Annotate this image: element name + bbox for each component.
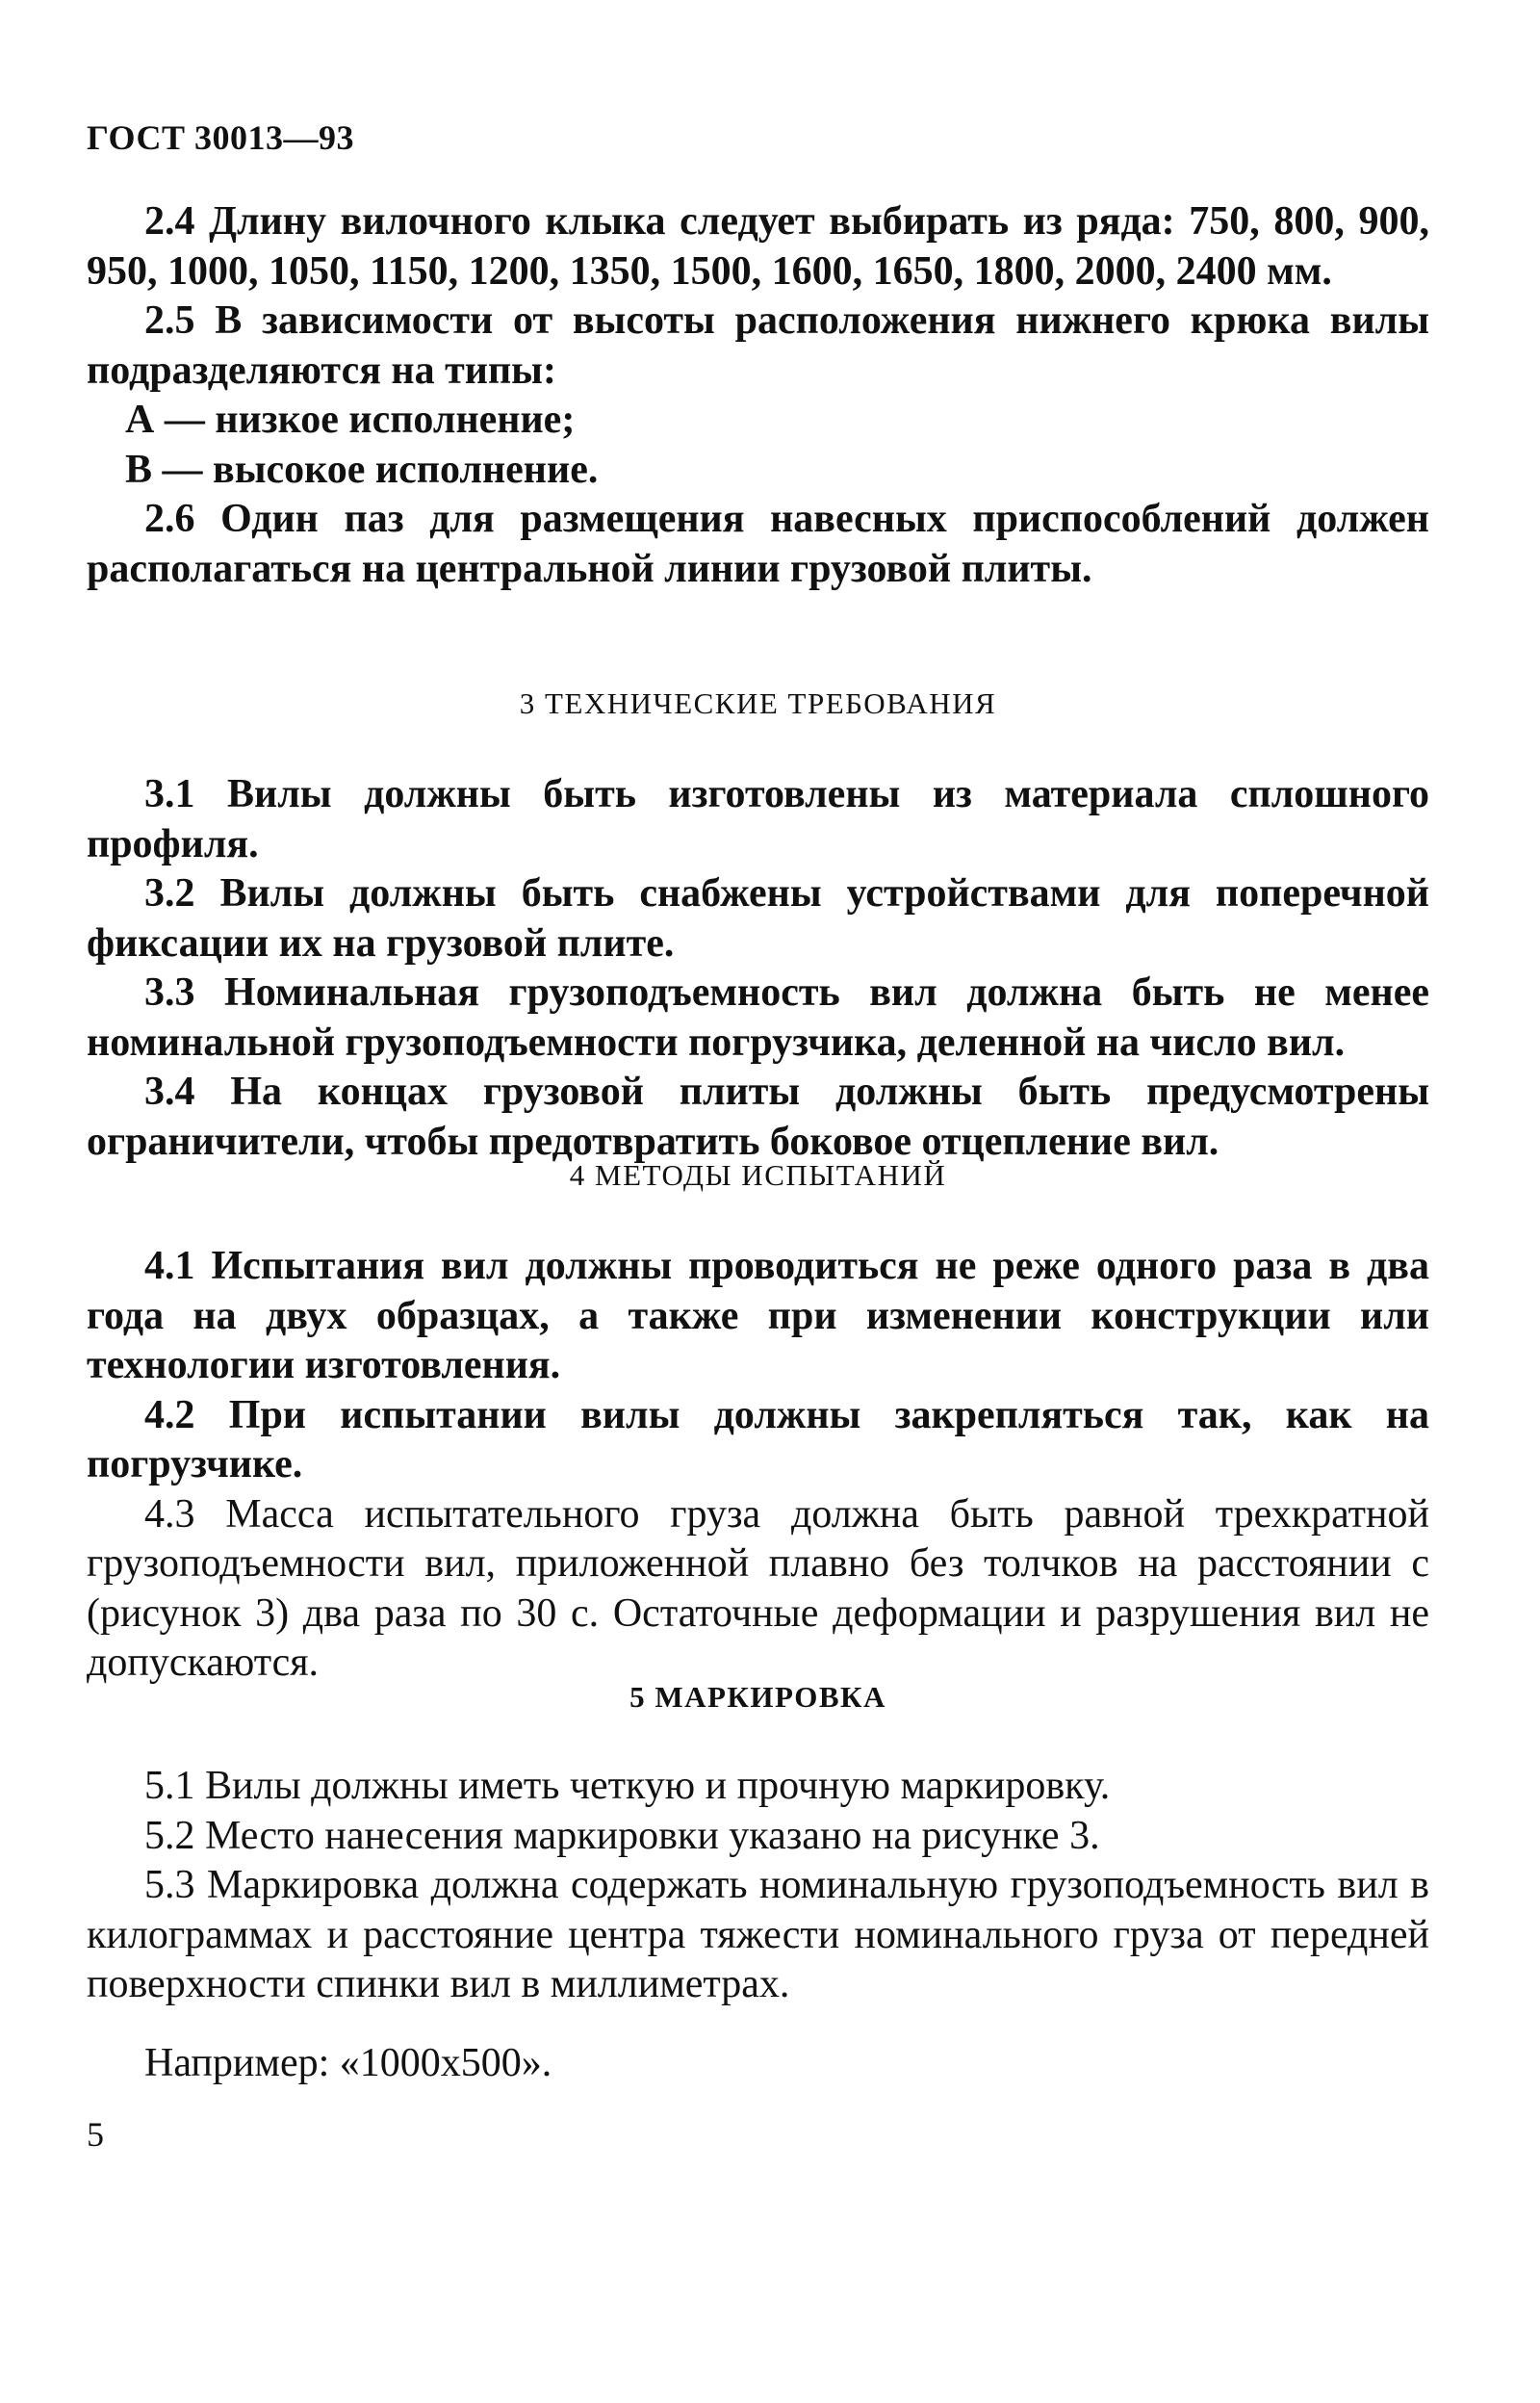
clause-5-1: 5.1 Вилы должны иметь четкую и прочную маркировку. xyxy=(144,1764,1111,1808)
marking-example: Например: «1000х500». xyxy=(144,2040,552,2085)
clause-2-5: 2.5 В зависимости от высоты расположения нижнего крюка вилы подразделяются на типы: xyxy=(87,298,1429,393)
clause-3-4: 3.4 На концах грузовой плиты должны быть предусмотрены ограничители, чтобы предотвратить боковое отцепление вил. xyxy=(87,1070,1429,1164)
clause-2-4: 2.4 Длину вилочного клыка следует выбирать из ряда: 750, 800, 900, 950, 1000, 1050, 1150, 1200, 1350, 1500, 1600, 1650, 1800, 2000, 2400 мм. xyxy=(87,199,1429,294)
page-number: 5 xyxy=(87,2115,104,2154)
section-3-block xyxy=(87,770,1429,1167)
section-3-title: 3 ТЕХНИЧЕСКИЕ ТРЕБОВАНИЯ xyxy=(519,686,997,720)
clause-4-1: 4.1 Испытания вил должны проводиться не реже одного раза в два года на двух образцах, а также при изменении конструкции или технологии изготовления. xyxy=(87,1244,1429,1387)
clause-3-2: 3.2 Вилы должны быть снабжены устройствами для поперечной фиксации их на грузовой плите. xyxy=(87,871,1429,966)
clause-3-3: 3.3 Номинальная грузоподъемность вил должна быть не менее номинальной грузоподъемности погрузчика, деленной на число вил. xyxy=(87,970,1429,1065)
type-a-item: А — низкое исполнение; xyxy=(125,398,576,442)
section-5-block xyxy=(87,1762,1429,2088)
clause-3-1: 3.1 Вилы должны быть изготовлены из материала сплошного профиля. xyxy=(87,772,1429,866)
clauses-2-block xyxy=(87,197,1429,594)
section-4-block xyxy=(87,1242,1429,1689)
document-header: ГОСТ 30013—93 xyxy=(87,118,354,157)
clause-2-6: 2.6 Один паз для размещения навесных приспособлений должен располагаться на центральной линии грузовой плиты. xyxy=(87,497,1429,591)
clause-4-3: 4.3 Масса испытательного груза должна быть равной трехкратной грузоподъемности вил, приложенной плавно без толчков на расстоянии с (рисунок 3) два раза по 30 с. Остаточные деформации и разрушения вил не допускаются. xyxy=(87,1491,1429,1685)
section-4-title: 4 МЕТОДЫ ИСПЫТАНИЙ xyxy=(569,1158,947,1192)
type-b-item: В — высокое исполнение. xyxy=(125,447,599,492)
clause-5-2: 5.2 Место нанесения маркировки указано на рисунке 3. xyxy=(144,1813,1100,1858)
clause-4-2: 4.2 При испытании вилы должны закрепляться так, как на погрузчике. xyxy=(87,1392,1429,1486)
clause-5-3: 5.3 Маркировка должна содержать номинальную грузоподъемность вил в килограммах и расстояние центра тяжести номинального груза от передней поверхности спинки вил в миллиметрах. xyxy=(87,1863,1429,2006)
section-5-title: 5 МАРКИРОВКА xyxy=(629,1680,886,1714)
